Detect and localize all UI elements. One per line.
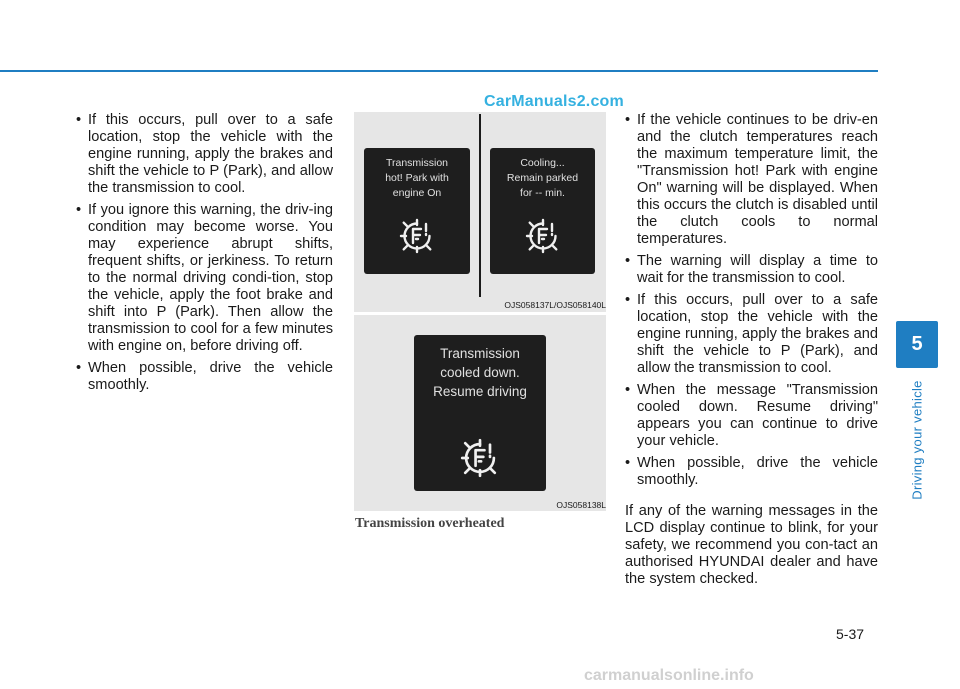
list-item: • If this occurs, pull over to a safe location, stop the vehicle with the engine running, apply the brakes and shift the vehicle to P (Park), and allow the transmission to cool. (76, 112, 333, 197)
figure-transmission-cooled (354, 315, 606, 511)
figure-code: OJS058137L/OJS058140L (504, 300, 606, 310)
page-number: 5-37 (836, 626, 865, 642)
lcd-panel-cooling (490, 148, 595, 274)
watermark-link[interactable]: CarManuals2.com (484, 93, 624, 110)
transmission-warning-icon (399, 218, 435, 254)
dealer-paragraph: If any of the warning messages in the LCD display continue to blink, for your safety, we recommend you con-tact an authorised HYUNDAI dealer and have the system checked. (625, 503, 878, 587)
lcd-message: Transmission hot! Park with engine On (385, 157, 449, 199)
panel-divider (479, 114, 481, 297)
list-item: • If this occurs, pull over to a safe location, stop the vehicle with the engine running, apply the brakes and shift the vehicle to P (Park), and allow the transmission to cool. (625, 292, 878, 377)
transmission-warning-icon (525, 218, 561, 254)
right-column (625, 112, 878, 603)
header-rule (0, 70, 878, 72)
list-item: • If you ignore this warning, the driv-ing condition may become worse. You may experience abrupt shifts, frequent shifts, or jerkiness. To return to the normal driving condi-tion, stop the vehicle, apply the foot brake and shift into P (Park). Then allow the transmission to cool for a few minutes with engine on, before driving off. (76, 202, 333, 355)
list-item: • When possible, drive the vehicle smoothly. (625, 455, 878, 489)
chapter-title: Driving your vehicle (909, 380, 925, 500)
left-bullet-list (76, 112, 333, 394)
transmission-warning-icon (460, 438, 500, 478)
list-item: • The warning will display a time to wait for the transmission to cool. (625, 253, 878, 287)
lcd-message: Transmission cooled down. Resume driving (433, 346, 527, 399)
chapter-tab[interactable]: 5 (896, 321, 938, 368)
left-column (76, 112, 333, 399)
lcd-message: Cooling... Remain parked for -- min. (506, 157, 579, 199)
lcd-panel-cooled-down (414, 335, 546, 491)
list-item: • If the vehicle continues to be driv-en and the clutch temperatures reach the maximum temperature limit, the "Transmission hot! Park with engine On" warning will be displayed. When this occurs the clutch is disabled until the clutch cools to normal temperatures. (625, 112, 878, 248)
watermark-bottom-link[interactable]: carmanualsonline.info (584, 667, 754, 684)
list-item: • When possible, drive the vehicle smoothly. (76, 360, 333, 394)
figure-code: OJS058138L (556, 500, 606, 510)
figure-caption: Transmission overheated (355, 516, 505, 531)
right-bullet-list (625, 112, 878, 489)
list-item: • When the message "Transmission cooled down. Resume driving" appears you can continue to drive your vehicle. (625, 382, 878, 450)
figure-transmission-hot (354, 112, 606, 312)
lcd-panel-transmission-hot (364, 148, 470, 274)
